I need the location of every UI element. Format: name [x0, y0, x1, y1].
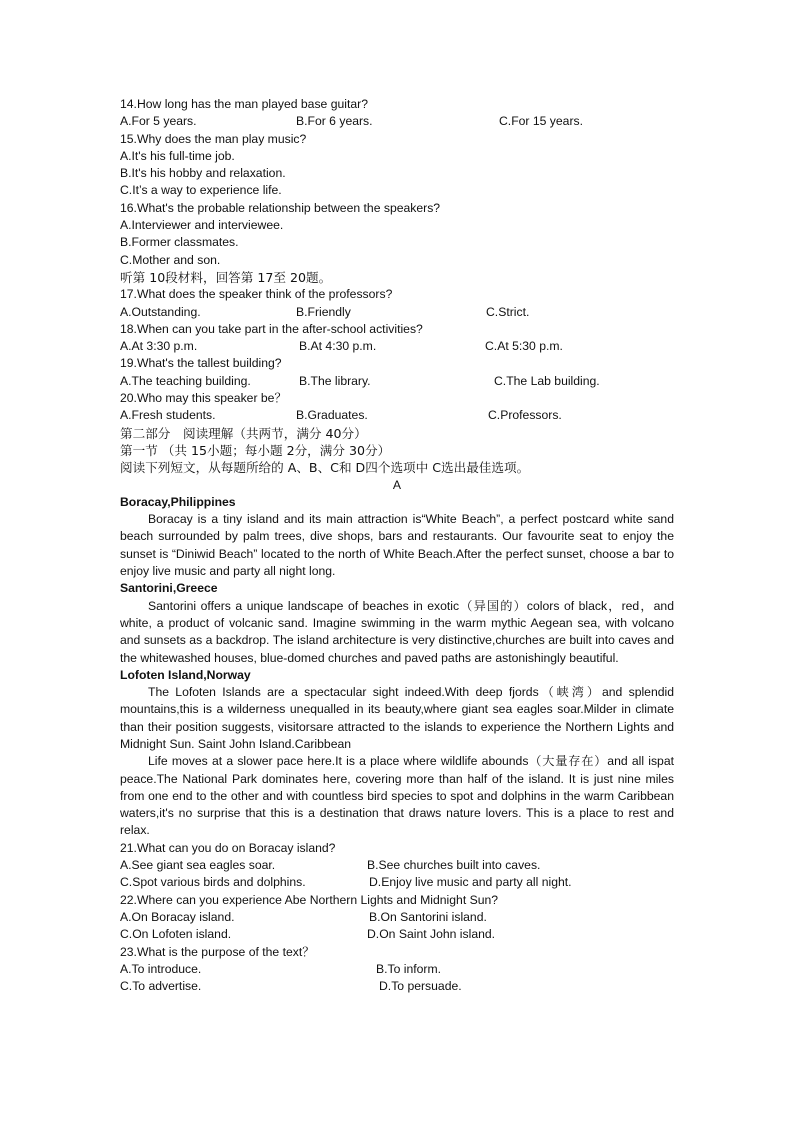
question-17-options	[120, 304, 674, 321]
option-18b: B.At 4:30 p.m.	[299, 339, 377, 354]
saint-john-paragraph: Life moves at a slower pace here.It is a place where wildlife abounds（大量存在）and all ispat peace.The National Park dominates here, covering more than half of the island. It is just nine miles from one end to the other and with countless bird species to spot and dolphins in the warm Caribbean waters,it's no surprise that this is a destination that draws nature lovers. This is a place to rest and relax.	[120, 754, 674, 838]
question-22-stem: 22.Where can you experience Abe Northern Lights and Midnight Sun?	[120, 892, 499, 907]
option-14c: C.For 15 years.	[499, 114, 583, 129]
option-15b: B.It's his hobby and relaxation.	[120, 166, 286, 181]
santorini-paragraph: Santorini offers a unique landscape of beaches in exotic（异国的）colors of black，red，and white, a product of volcanic sand. Imagine swimming in the warm mythic Aegean sea, with volcano and sunsets as a backdrop. The island architecture is very distinctive,churches are built into caves and the whitewashed houses, blue-domed churches and paved paths are astonishingly beautiful.	[120, 598, 674, 665]
question-21-options-row1	[120, 857, 674, 874]
question-18-stem: 18.When can you take part in the after-school activities?	[120, 321, 423, 336]
question-21-stem: 21.What can you do on Boracay island?	[120, 840, 336, 855]
question-23-stem: 23.What is the purpose of the text？	[120, 944, 315, 959]
option-17a: A.Outstanding.	[120, 304, 201, 319]
question-19-stem: 19.What's the tallest building?	[120, 356, 282, 371]
option-14b: B.For 6 years.	[296, 114, 373, 129]
option-17b: B.Friendly	[296, 304, 351, 319]
option-16b: B.Former classmates.	[120, 235, 239, 250]
lofoten-paragraph: The Lofoten Islands are a spectacular sight indeed.With deep fjords（峡湾）and splendid mountains,this is a wilderness unequalled in its beauty,where giant sea eagles soar.Milder in climate than their position suggests, visitorsare attracted to the islands to experience the Northern Lights and Midnight Sun. Saint John Island.Caribbean	[120, 685, 674, 751]
option-22a: A.On Boracay island.	[120, 909, 235, 924]
option-16a: A.Interviewer and interviewee.	[120, 218, 284, 233]
santorini-heading: Santorini,Greece	[120, 581, 218, 596]
option-14a: A.For 5 years.	[120, 114, 197, 129]
question-15-stem: 15.Why does the man play music?	[120, 131, 307, 146]
question-20-stem: 20.Who may this speaker be？	[120, 391, 287, 406]
option-15c: C.It’s a way to experience life.	[120, 183, 282, 198]
option-22d: D.On Saint John island.	[367, 927, 496, 942]
boracay-heading: Boracay,Philippines	[120, 494, 236, 509]
option-23b: B.To inform.	[376, 961, 442, 976]
option-18a: A.At 3:30 p.m.	[120, 339, 198, 354]
question-14-options	[120, 113, 674, 130]
option-15a: A.It's his full-time job.	[120, 148, 235, 163]
boracay-paragraph: Boracay is a tiny island and its main attraction is“White Beach”, a perfect postcard white sand beach surrounded by palm trees, dive shops, bars and restaurants. Our favourite seat to enjoy the sunset is “Diniwid Beach” located to the north of White Beach.After the perfect sunset, choose a bar to enjoy live music and party all night long.	[120, 512, 674, 579]
question-19-options	[120, 373, 674, 390]
question-18-options	[120, 338, 674, 355]
section-one-title: 第一节 （共 15小题；每小题 2分，满分 30分）	[120, 442, 391, 458]
option-19b: B.The library.	[299, 373, 371, 388]
question-23-options-row1	[120, 961, 674, 978]
question-22-options-row2	[120, 926, 674, 943]
option-20b: B.Graduates.	[296, 408, 368, 423]
option-21d: D.Enjoy live music and party all night.	[369, 875, 572, 890]
option-16c: C.Mother and son.	[120, 252, 221, 267]
question-20-options	[120, 407, 674, 424]
instruction-material-10: 听第 10段材料，回答第 17至 20题。	[120, 269, 332, 285]
option-23a: A.To introduce.	[120, 961, 202, 976]
option-21c: C.Spot various birds and dolphins.	[120, 875, 306, 890]
lofoten-heading: Lofoten Island,Norway	[120, 667, 251, 682]
part-two-title: 第二部分 阅读理解（共两节，满分 40分）	[120, 425, 367, 441]
passage-label: A	[392, 477, 402, 492]
reading-instruction: 阅读下列短文，从每题所给的 A、B、C和 D四个选项中 C选出最佳选项。	[120, 460, 530, 476]
question-22-options-row1	[120, 909, 674, 926]
question-14-stem: 14.How long has the man played base guitar?	[120, 97, 368, 111]
option-19a: A.The teaching building.	[120, 373, 251, 388]
option-19c: C.The Lab building.	[494, 373, 600, 388]
option-22b: B.On Santorini island.	[369, 909, 487, 924]
option-22c: C.On Lofoten island.	[120, 927, 232, 942]
question-23-options-row2	[120, 978, 674, 995]
exam-page	[120, 96, 674, 995]
question-21-options-row2	[120, 874, 674, 891]
option-21a: A.See giant sea eagles soar.	[120, 858, 276, 873]
option-21b: B.See churches built into caves.	[367, 858, 541, 873]
option-17c: C.Strict.	[486, 304, 530, 319]
option-20c: C.Professors.	[488, 408, 562, 423]
option-23c: C.To advertise.	[120, 979, 202, 994]
option-23d: D.To persuade.	[379, 979, 462, 994]
option-20a: A.Fresh students.	[120, 408, 216, 423]
option-18c: C.At 5:30 p.m.	[485, 339, 563, 354]
question-17-stem: 17.What does the speaker think of the professors?	[120, 287, 393, 302]
question-16-stem: 16.What's the probable relationship between the speakers?	[120, 200, 441, 215]
